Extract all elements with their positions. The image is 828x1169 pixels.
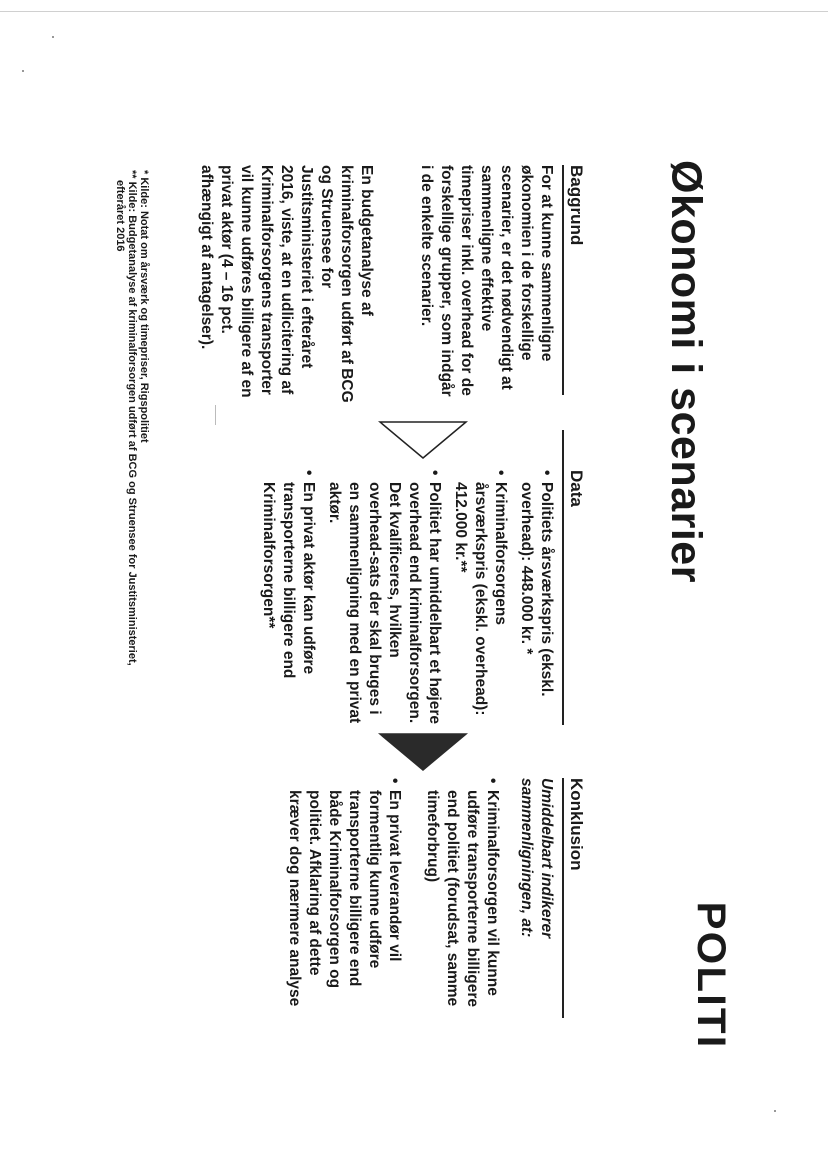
background-paragraph-1: For at kunne sammenligne økonomien i de forskellige scenarier, er det nødvendigt at sammenligne effektive timepriser inkl. overhead for de forskellige grupper, som indgår i de enkelte scenarier. — [418, 165, 555, 397]
background-text — [196, 165, 556, 405]
conclusion-text — [278, 778, 556, 1018]
data-rule — [562, 430, 564, 725]
faint-divider — [215, 405, 216, 425]
outline-arrow-icon — [378, 420, 468, 460]
footnote-3: efteråret 2016 — [114, 180, 126, 252]
data-bullet-1: • Politiets årsværkspris (ekskl. overhead): 448.000 kr. * — [516, 470, 556, 725]
background-paragraph-2: En budgetanalyse af kriminalforsorgen udført af BCG og Struensee for Justitsministeriet i efteråret 2016, viste, at en udlicitering af Kriminalforsorgens transporter vil kunne udføres billigere af en privat aktør (4 – 16 pct. afhængigt af antagelser). — [198, 165, 375, 403]
conclusion-rule — [562, 778, 564, 1018]
footnote-1: * Kilde: Notat om årsværk og timepriser, Rigspolitiet — [138, 170, 150, 443]
data-bullet-2: • Kriminalforsorgens årsværkspris (ekskl. overhead): 412.000 kr.** — [450, 470, 510, 725]
footnote-2: ** Kilde: Budgetanalyse af kriminalforsorgen udført af BCG og Struensee for Justitsministeriet, — [126, 170, 138, 666]
page-title: Økonomi i scenarier — [662, 160, 710, 583]
data-bullet-3: • Politiet har umiddelbart et højere overhead end kriminalforsorgen. Det kvalificeres, hvilken overhead-sats der skal bruges i en sammenligning med en privat aktør. — [324, 470, 444, 725]
conclusion-heading: Konklusion — [567, 778, 586, 871]
data-heading: Data — [567, 470, 586, 507]
background-rule — [562, 165, 564, 395]
background-heading: Baggrund — [567, 165, 586, 246]
data-text — [252, 470, 556, 725]
filled-arrow-icon — [378, 732, 468, 772]
data-bullet-4: • En privat aktør kan udføre transporterne billigere end Kriminalforsorgen** — [258, 470, 318, 725]
conclusion-bullet-2: • En privat leverandør vil formentlig kunne udføre transporterne billigere end både Kriminalforsorgen og politiet. Afklaring af dette kræver dog nærmere analyse — [284, 778, 404, 1018]
politi-logo: POLITI — [689, 901, 733, 1050]
conclusion-intro: Umiddelbart indikerer sammenligningen, at: — [518, 778, 555, 939]
conclusion-bullet-1: • Kriminalforsorgen vil kunne udføre transporterne billigere end politiet (forudsat, samme timeforbrug) — [422, 778, 502, 1018]
footnotes — [114, 170, 150, 666]
